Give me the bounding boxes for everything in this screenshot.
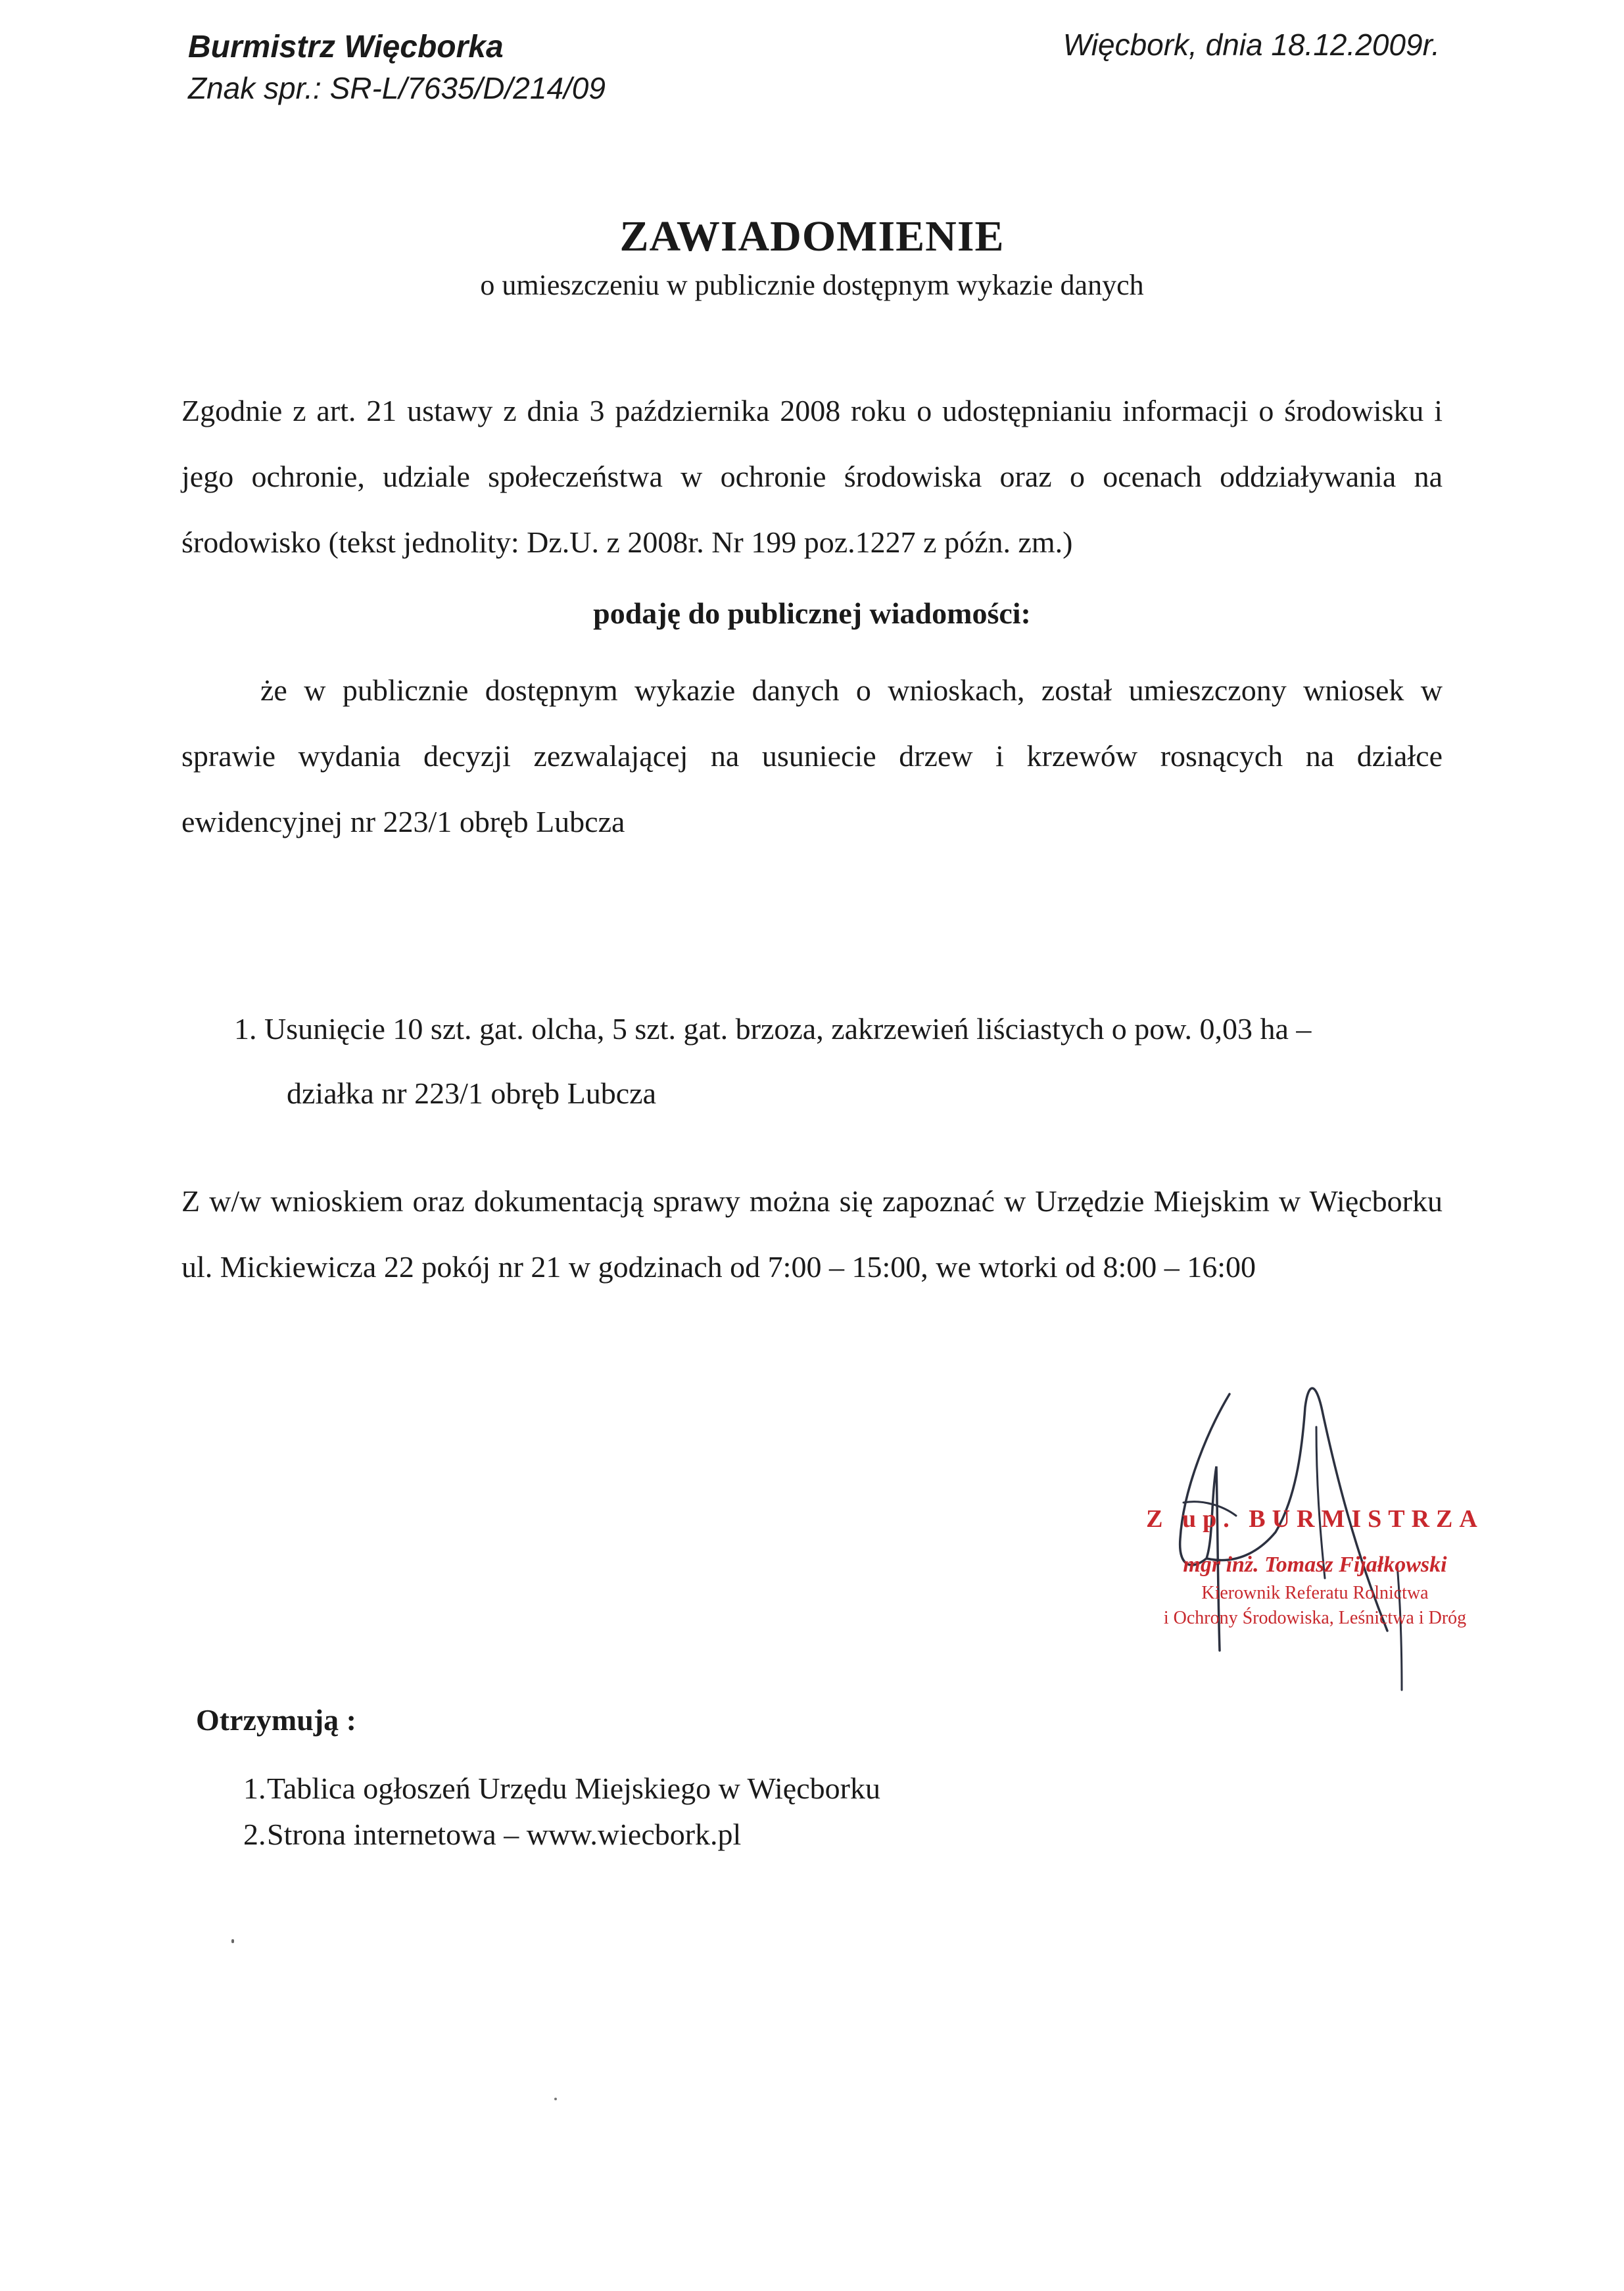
recipient-number: 2.	[243, 1818, 266, 1851]
item-text: Usunięcie 10 szt. gat. olcha, 5 szt. gat. brzoza, zakrzewień liściastych o pow. 0,03 ha –	[264, 1012, 1312, 1046]
recipients-heading: Otrzymują :	[196, 1703, 356, 1737]
recipient-text: Tablica ogłoszeń Urzędu Miejskiego w Więcborku	[267, 1772, 880, 1805]
list-item	[234, 997, 1450, 1126]
place-and-date: Więcbork, dnia 18.12.2009r.	[1063, 28, 1440, 62]
scan-speck	[554, 2098, 557, 2100]
scan-speck	[231, 1939, 234, 1943]
document-subtitle: o umieszczeniu w publicznie dostępnym wykazie danych	[480, 269, 1144, 301]
official-stamp	[1131, 1501, 1499, 1631]
recipient-number: 1.	[243, 1772, 266, 1805]
stamp-line-position: Kierownik Referatu Rolnictwa	[1201, 1583, 1429, 1603]
announcement-lead: podaję do publicznej wiadomości:	[593, 596, 1031, 630]
stamp-line-name: mgr inż. Tomasz Fijałkowski	[1183, 1553, 1447, 1577]
document-title: ZAWIADOMIENIE	[619, 212, 1005, 260]
information-paragraph: Z w/w wnioskiem oraz dokumentacją sprawy można się zapoznać w Urzędzie Miejskim w Więcborku ul. Mickiewicza 22 pokój nr 21 w godzinach od 7:00 – 15:00, we wtorki od 8:00 – 16:00	[181, 1184, 1443, 1284]
item-number: 1.	[234, 1012, 257, 1046]
list-item	[243, 1812, 880, 1858]
case-reference: Znak spr.: SR-L/7635/D/214/09	[188, 71, 606, 105]
recipients-list	[243, 1766, 880, 1858]
notice-paragraph: że w publicznie dostępnym wykazie danych o wnioskach, został umieszczony wniosek w sprawie wydania decyzji zezwalającej na usuniecie drzew i krzewów rosnących na działce ewidencyjnej nr 223/1 obręb Lubcza	[181, 673, 1443, 838]
item-continuation: działka nr 223/1 obręb Lubcza	[287, 1076, 656, 1110]
legal-basis-paragraph: Zgodnie z art. 21 ustawy z dnia 3 października 2008 roku o udostępnianiu informacji o środowisku i jego ochronie, udziale społeczeństwa w ochronie środowiska oraz o ocenach oddziaływania na środowisko (tekst jednolity: Dz.U. z 2008r. Nr 199 poz.1227 z późn. zm.)	[181, 394, 1443, 559]
recipient-text: Strona internetowa – www.wiecbork.pl	[267, 1818, 742, 1851]
issuing-authority: Burmistrz Więcborka	[188, 30, 504, 64]
stamp-line-department: i Ochrony Środowiska, Leśnictwa i Dróg	[1163, 1608, 1467, 1628]
list-item	[243, 1766, 880, 1812]
stamp-line-authority: Z up. BURMISTRZA	[1146, 1505, 1484, 1533]
